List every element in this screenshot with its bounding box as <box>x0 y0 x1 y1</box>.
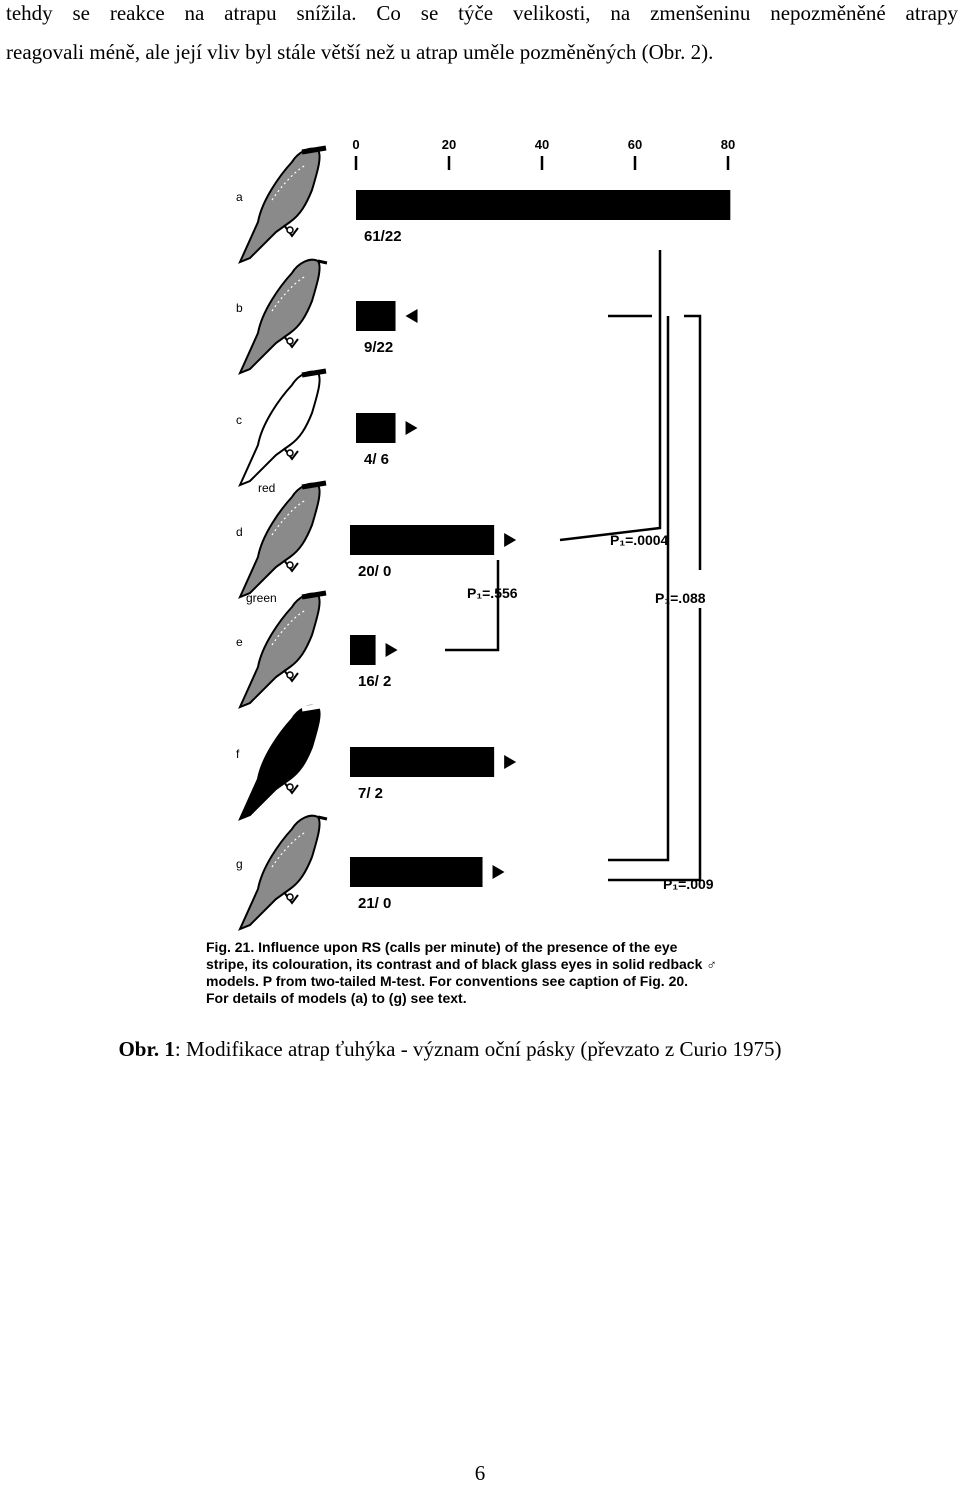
bar-e <box>350 635 376 665</box>
bar-label-g: 21/ 0 <box>358 895 392 912</box>
fig-caption-line-2: stripe, its colouration, its contrast and of black glass eyes in solid redback ♂ <box>206 956 717 972</box>
bar-d <box>350 525 494 555</box>
bar-c <box>356 413 396 443</box>
bar-g <box>350 857 483 887</box>
axis-tick-label: 20 <box>441 137 457 152</box>
bar-f <box>350 747 494 777</box>
bar-label-c: 4/ 6 <box>364 451 390 468</box>
model-note-d: red <box>258 481 276 495</box>
page-number: 6 <box>474 1461 486 1485</box>
model-letter-g: g <box>236 857 243 871</box>
p-value-0004: P₁=.0004 <box>610 532 669 548</box>
model-letter-b: b <box>236 301 243 315</box>
bar-label-a: 61/22 <box>364 228 402 245</box>
model-letter-a: a <box>236 190 243 204</box>
bar-label-e: 16/ 2 <box>358 673 392 690</box>
figure-caption-cz <box>0 1037 900 1062</box>
caption-text: : Modifikace atrap ťuhýka - význam oční pásky (převzato z Curio 1975) <box>174 1037 782 1061</box>
model-letter-d: d <box>236 525 243 539</box>
paragraph-line-2: reagovali méně, ale její vliv byl stále větší než u atrap uměle pozměněných (Obr. 2). <box>6 40 714 64</box>
model-letter-e: e <box>236 635 243 649</box>
axis-tick-label: 40 <box>534 137 550 152</box>
axis-tick-label: 60 <box>627 137 643 152</box>
bar-label-d: 20/ 0 <box>358 563 392 580</box>
bar-b <box>356 301 396 331</box>
bar-label-f: 7/ 2 <box>358 785 384 802</box>
model-letter-f: f <box>236 747 240 761</box>
bar-label-b: 9/22 <box>364 339 394 356</box>
p-value-088: P₁=.088 <box>655 590 706 606</box>
fig-caption-line-4: For details of models (a) to (g) see text. <box>206 990 467 1006</box>
axis-tick-label: 80 <box>720 137 736 152</box>
axis-tick-label: 0 <box>352 137 360 152</box>
paragraph-line-1: tehdy se reakce na atrapu snížila. Co se týče velikosti, na zmenšeninu nepozměněné atrapy <box>6 1 958 25</box>
model-letter-c: c <box>236 413 242 427</box>
fig-caption-line-1: Fig. 21. Influence upon RS (calls per minute) of the presence of the eye <box>206 939 678 955</box>
p-value-009: P₁=.009 <box>663 876 714 892</box>
p-value-556: P₁=.556 <box>467 585 518 601</box>
bar-a <box>356 190 730 220</box>
model-note-e: green <box>246 591 277 605</box>
caption-label: Obr. 1 <box>118 1037 175 1061</box>
fig-caption-line-3: models. P from two-tailed M-test. For conventions see caption of Fig. 20. <box>206 973 689 989</box>
